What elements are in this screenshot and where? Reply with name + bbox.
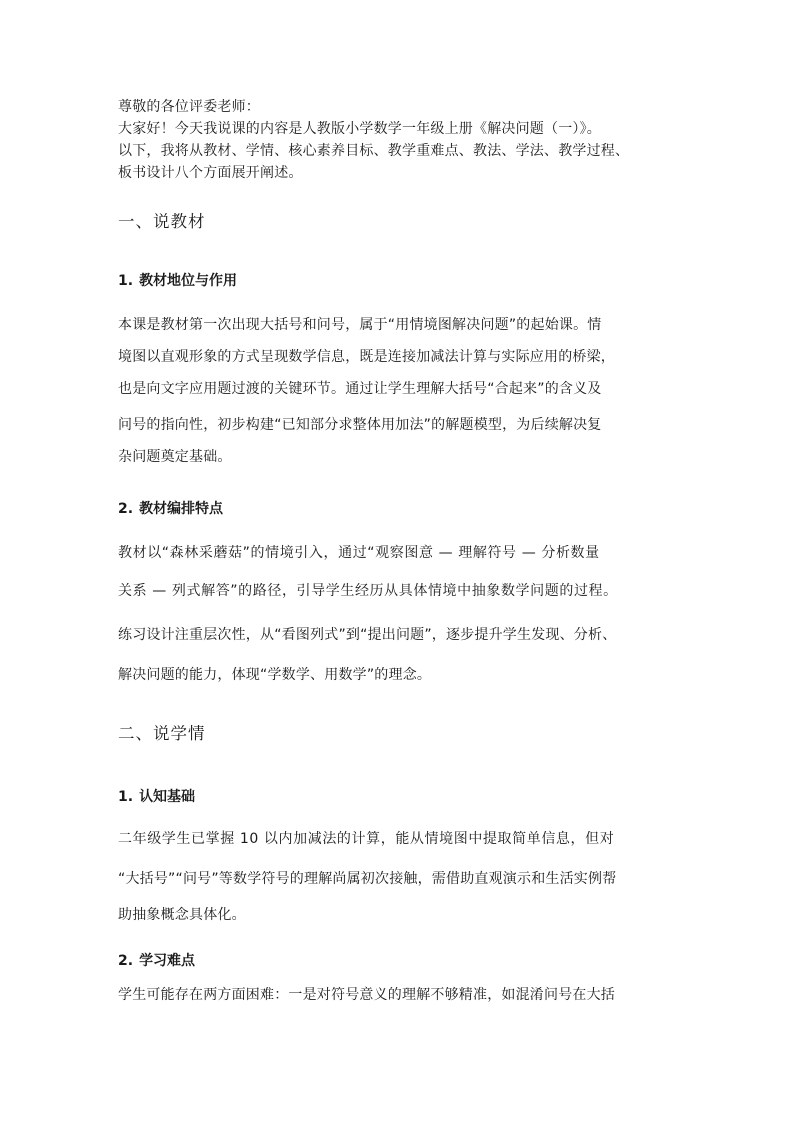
paragraph-line: 境图以直观形象的方式呈现数学信息，既是连接加减法计算与实际应用的桥梁， [118, 349, 615, 365]
subheading-number: 2. [118, 501, 134, 517]
salutation: 尊敬的各位评委老师： [118, 99, 260, 115]
paragraph-line: 练习设计注重层次性，从“看图列式”到“提出问题”，逐步提升学生发现、分析、 [118, 627, 617, 643]
subheading-number: 1. [118, 789, 134, 805]
subheading-textbook-role [118, 270, 237, 290]
paragraph-line: 学生可能存在两方面困难：一是对符号意义的理解不够精准，如混淆问号在大括 [118, 987, 615, 1003]
subheading-number: 2. [118, 953, 134, 969]
paragraph-line: 助抽象概念具体化。 [118, 907, 246, 923]
subheading-label: 学习难点 [139, 953, 196, 969]
paragraph-line: 解决问题的能力，体现“学数学、用数学”的理念。 [118, 667, 432, 683]
subheading-textbook-features [118, 498, 223, 518]
paragraph-line: 杂问题奠定基础。 [118, 449, 232, 465]
intro-line-1: 大家好！今天我说课的内容是人教版小学数学一年级上册《解决问题（一）》。 [118, 121, 601, 137]
paragraph-line: “大括号”“问号”等数学符号的理解尚属初次接触，需借助直观演示和生活实例帮 [118, 871, 617, 887]
paragraph-line: 也是向文字应用题过渡的关键环节。通过让学生理解大括号“合起来”的含义及 [118, 381, 602, 397]
subheading-label: 教材编排特点 [139, 501, 224, 517]
intro-line-2: 以下，我将从教材、学情、核心素养目标、教学重难点、教法、学法、教学过程、 [118, 143, 630, 159]
paragraph-line: 问号的指向性，初步构建“已知部分求整体用加法”的解题模型，为后续解决复 [118, 417, 602, 433]
subheading-learning-difficulty [118, 950, 195, 970]
intro-line-3: 板书设计八个方面展开阐述。 [118, 165, 303, 181]
paragraph-line: 本课是教材第一次出现大括号和问号，属于“用情境图解决问题”的起始课。情 [118, 317, 602, 333]
paragraph-line: 关系 — 列式解答”的路径，引导学生经历从具体情境中抽象数学问题的过程。 [118, 583, 618, 599]
subheading-label: 教材地位与作用 [139, 273, 238, 289]
subheading-label: 认知基础 [139, 789, 196, 805]
subheading-cognitive-basis [118, 786, 195, 806]
paragraph-line: 二年级学生已掌握 10 以内加减法的计算，能从情境图中提取简单信息，但对 [118, 831, 615, 847]
section-heading-textbook: 一、说教材 [118, 212, 206, 231]
paragraph-line: 教材以“森林采蘑菇”的情境引入，通过“观察图意 — 理解符号 — 分析数量 [118, 545, 600, 561]
subheading-number: 1. [118, 273, 134, 289]
section-heading-students: 二、说学情 [118, 724, 206, 743]
